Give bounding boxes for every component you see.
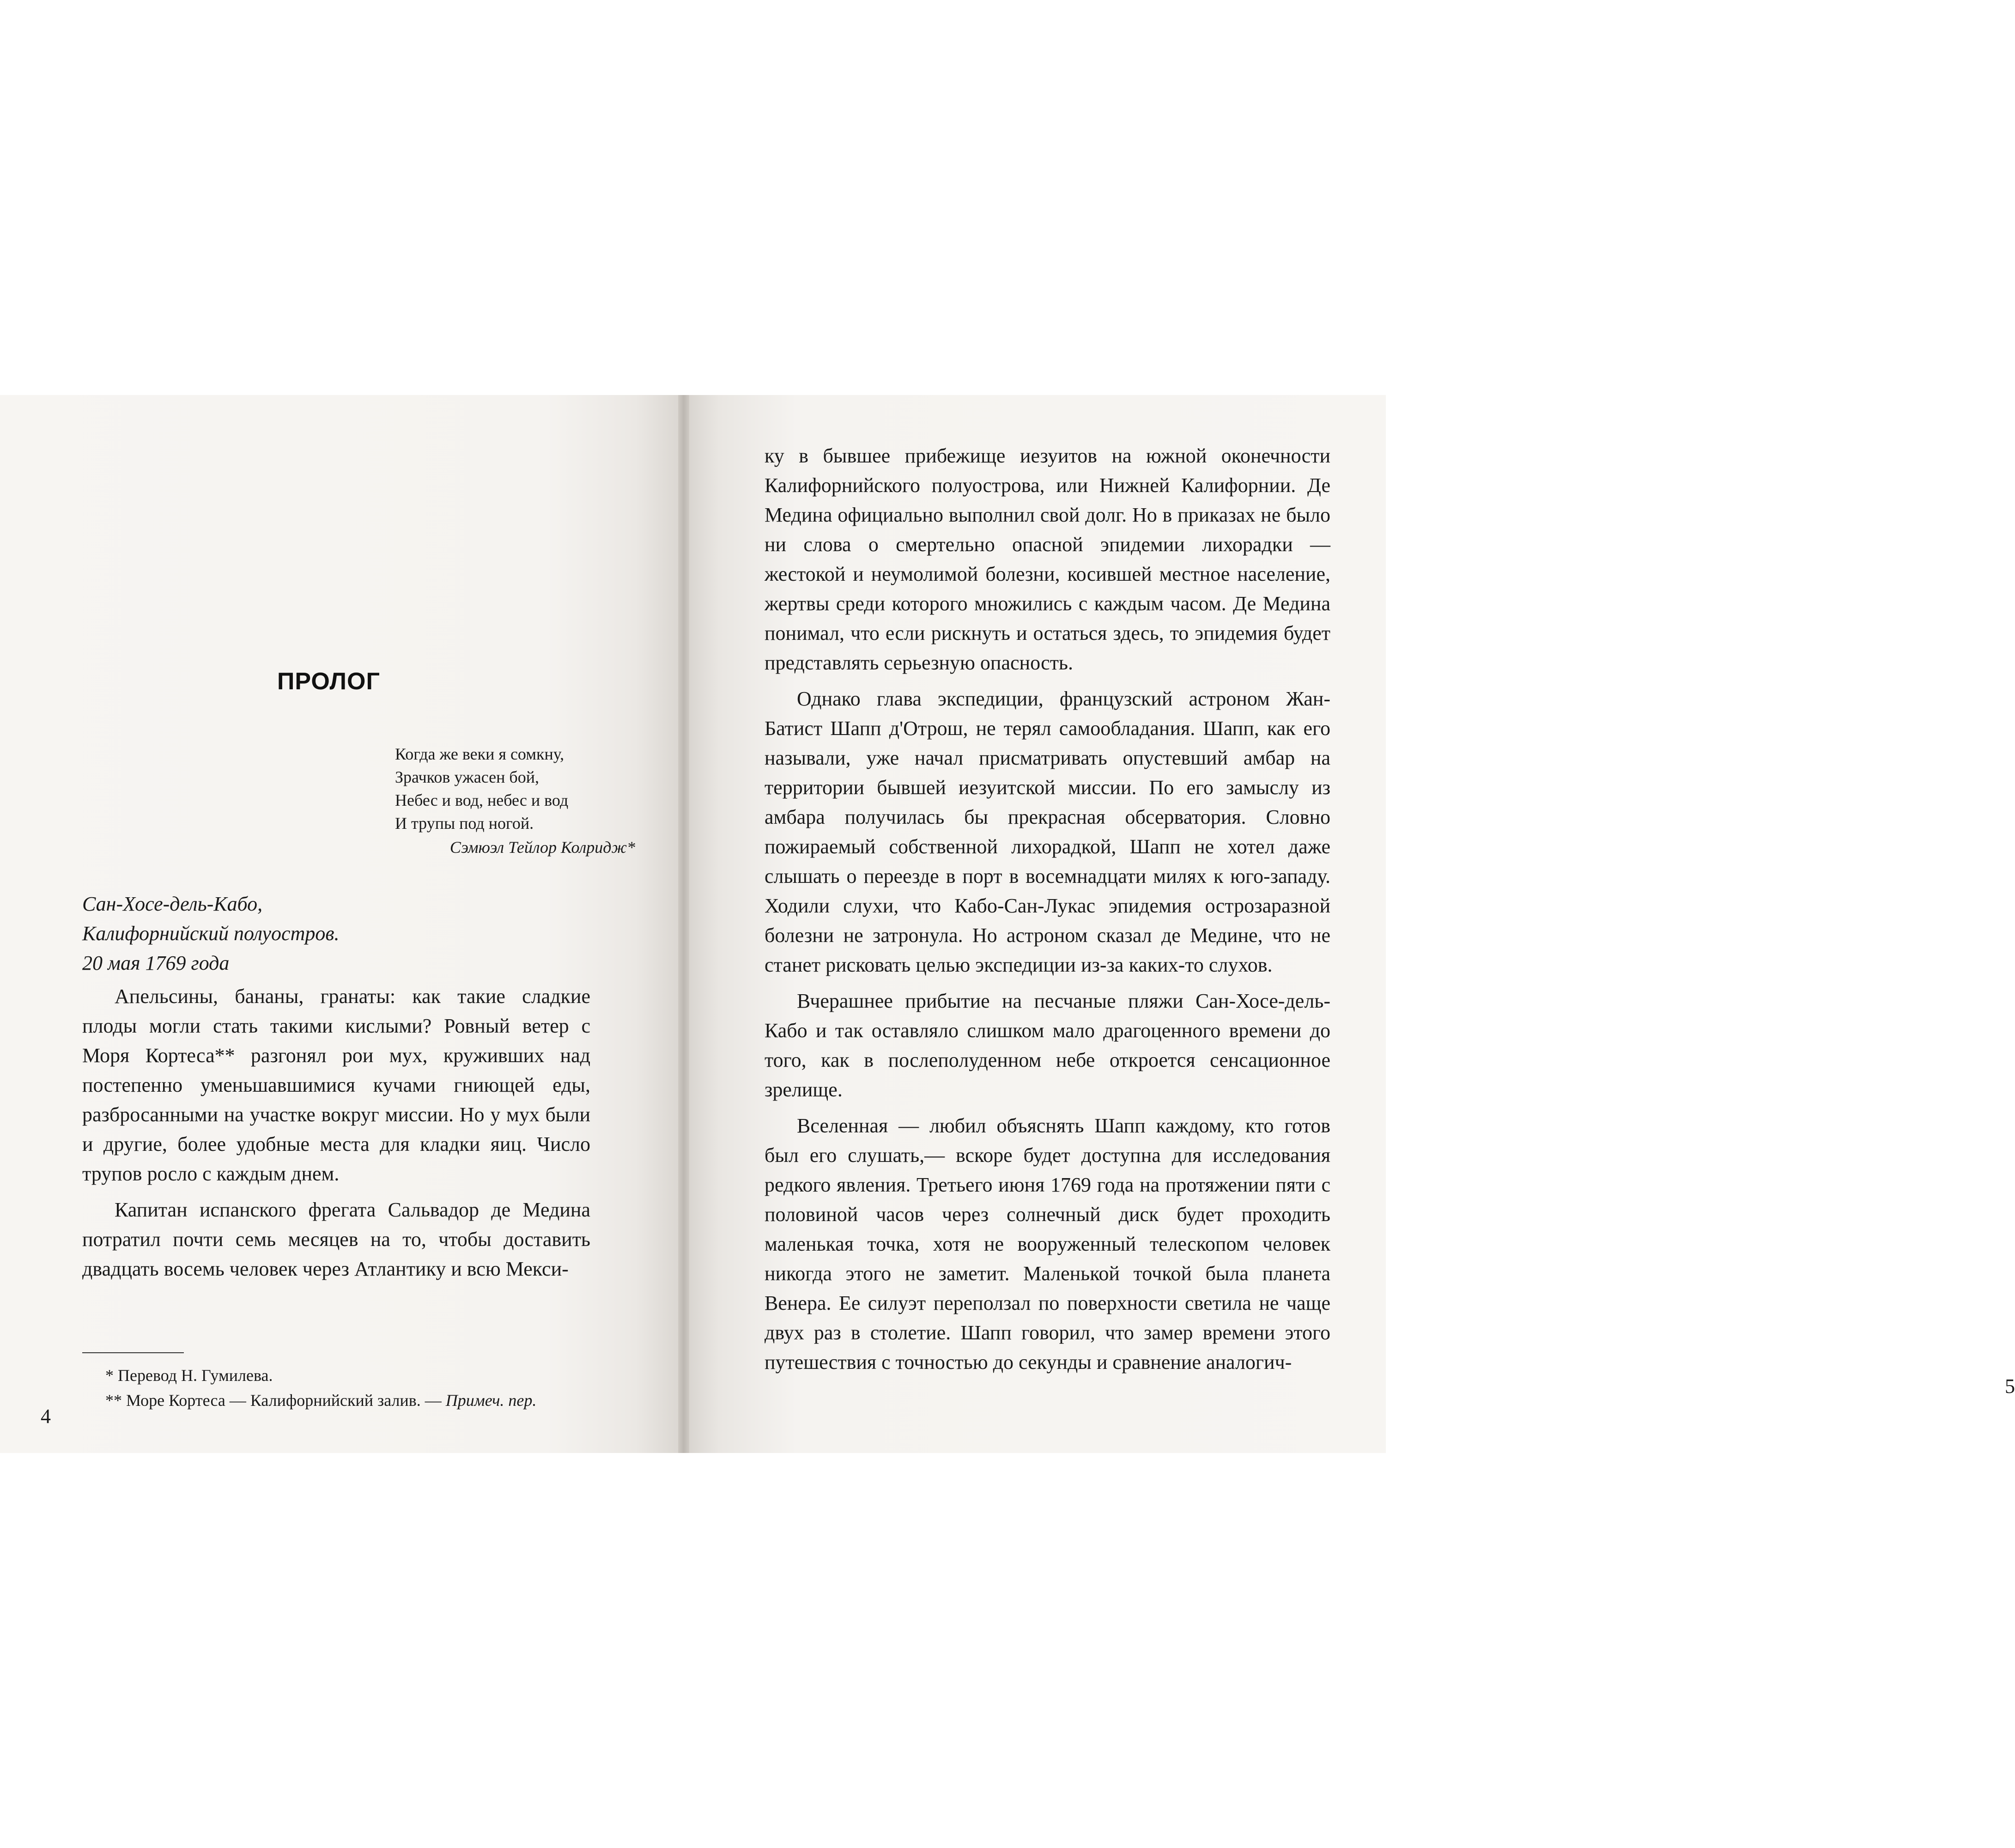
paragraph: Апельсины, бананы, гранаты: как такие сладкие плоды могли стать такими кислыми? Ровный ветер с Моря Кортеса** разгонял рои мух, круживших над постепенно уменьшавшимися кучами гниющей еды, разбросанными на участке вокруг миссии. Но у мух были и другие, более удобные места для кладки яиц. Число трупов росло с каждым днем. xyxy=(82,985,590,1185)
place-line: Сан-Хосе-дель-Кабо, xyxy=(82,893,263,915)
epigraph-line: И трупы под ногой. xyxy=(395,814,534,833)
footnote xyxy=(82,1388,590,1413)
epigraph-line: Зрачков ужасен бой, xyxy=(395,768,539,786)
book-gutter xyxy=(678,395,689,1453)
footnote-rule xyxy=(82,1352,184,1353)
page-number: 5 xyxy=(2005,1375,2015,1398)
left-page xyxy=(0,395,684,1453)
place-and-date xyxy=(82,889,339,978)
book-spread xyxy=(0,395,2015,1453)
footnote-text: * Перевод Н. Гумилева. xyxy=(105,1366,273,1385)
paragraph: Вчерашнее прибытие на песчаные пляжи Сан-Хосе-дель-Кабо и так оставляло слишком мало драгоценного времени до того, как в послеполуденном небе откроется сенсационное зрелище. xyxy=(765,990,1330,1101)
place-line: Калифорнийский полуостров. xyxy=(82,922,340,945)
epigraph-line: Когда же веки я сомкну, xyxy=(395,745,564,763)
paragraph: ку в бывшее прибежище иезуитов на южной оконечности Калифорнийского полуострова, или Нижней Калифорнии. Де Медина официально выполнил свой долг. Но в приказах не было ни слова о смертельно опасной эпидемии лихорадки — жестокой и неумолимой болезни, косившей местное население, жертвы среди которого множились с каждым часом. Де Медина понимал, что если рискнуть и остаться здесь, то эпидемия будет представлять серьезную опасность. xyxy=(765,444,1330,674)
right-body-text xyxy=(765,441,1330,1377)
date-line: 20 мая 1769 года xyxy=(82,952,230,974)
footnotes xyxy=(82,1363,590,1413)
paragraph: Однако глава экспедиции, французский астроном Жан-Батист Шапп д'Отрош, не терял самообладания. Шапп, как его называли, уже начал присматривать опустевший амбар на территории бывшей иезуитской миссии. По его замыслу из амбара получилась бы прекрасная обсерватория. Словно пожираемый собственной лихорадкой, Шапп не хотел даже слышать о переезде в порт в восемнадцати милях к юго-западу. Ходили слухи, что Кабо-Сан-Лукас эпидемия острозаразной болезни не затронула. Но астроном сказал де Медине, что не станет рисковать целью экспедиции из-за каких-то слухов. xyxy=(765,687,1330,976)
paragraph: Капитан испанского фрегата Сальвадор де Медина потратил почти семь месяцев на то, чтобы доставить двадцать восемь человек через Атлантику и всю Мекси- xyxy=(82,1198,590,1280)
footnote-text: ** Море Кортеса — Калифорнийский залив. — xyxy=(105,1391,446,1410)
left-body-text xyxy=(82,982,590,1284)
epigraph xyxy=(395,742,635,859)
footnote xyxy=(82,1363,590,1388)
footnote-note: Примеч. пер. xyxy=(445,1391,537,1410)
epigraph-line: Небес и вод, небес и вод xyxy=(395,791,569,809)
epigraph-author: Сэмюэл Тейлор Колридж* xyxy=(449,838,635,857)
page-number: 4 xyxy=(41,1405,51,1428)
chapter-title: ПРОЛОГ xyxy=(277,668,380,695)
paragraph: Вселенная — любил объяснять Шапп каждому, кто готов был его слушать,— вскоре будет доступна для исследования редкого явления. Третьего июня 1769 года на протяжении пяти с половиной часов через солнечный диск будет проходить маленькая точка, хотя не вооруженный телескопом человек никогда этого не заметит. Маленькой точкой была планета Венера. Ее силуэт переползал по поверхности светила не чаще двух раз в столетие. Шапп говорил, что замер времени этого путешествия с точностью до секунды и сравнение аналогич- xyxy=(765,1114,1330,1374)
